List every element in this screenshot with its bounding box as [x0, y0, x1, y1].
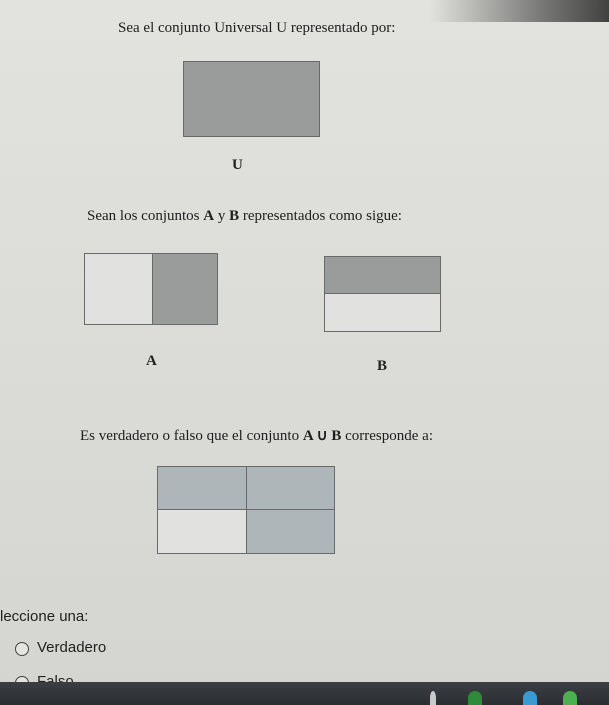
select-one-prompt: leccione una:: [0, 608, 89, 625]
union-top-left-shaded: [157, 466, 248, 511]
union-statement: [80, 426, 433, 445]
set-a-label: A: [146, 353, 157, 369]
statement-prefix: Es verdadero o falso que el conjunto: [80, 428, 303, 444]
taskbar: [0, 682, 609, 705]
sets-intro-mid: y: [214, 208, 230, 224]
statement-expression: A ∪ B: [302, 428, 342, 444]
radio-verdadero[interactable]: [15, 642, 29, 656]
statement-suffix: corresponde a:: [341, 428, 433, 444]
set-b-top-half-shaded: [324, 256, 441, 295]
taskbar-app-icon-green[interactable]: [468, 691, 482, 705]
universal-set-label: U: [232, 157, 243, 173]
sets-intro-b: B: [229, 208, 240, 224]
union-bottom-right-shaded: [246, 509, 335, 554]
taskbar-app-icon[interactable]: [430, 691, 436, 705]
question-intro: Sea el conjunto Universal U representado por:: [118, 20, 396, 36]
set-a-right-half-shaded: [152, 253, 218, 325]
sets-intro: [87, 208, 402, 225]
set-b-label: B: [377, 358, 388, 374]
taskbar-app-icon-blue[interactable]: [523, 691, 537, 705]
sets-intro-suffix: representados como sigue:: [239, 208, 402, 224]
taskbar-app-icon-green-2[interactable]: [563, 691, 577, 705]
union-top-right-shaded: [246, 466, 335, 511]
sets-intro-prefix: Sean los conjuntos: [87, 208, 204, 224]
sets-intro-a: A: [203, 208, 215, 224]
option-verdadero-label[interactable]: Verdadero: [37, 639, 107, 656]
union-bottom-left: [157, 509, 248, 554]
set-b-bottom-half: [324, 293, 441, 332]
monitor-edge-shadow: [430, 0, 609, 22]
set-a-left-half: [84, 253, 154, 325]
universal-set-rectangle: [183, 61, 320, 137]
